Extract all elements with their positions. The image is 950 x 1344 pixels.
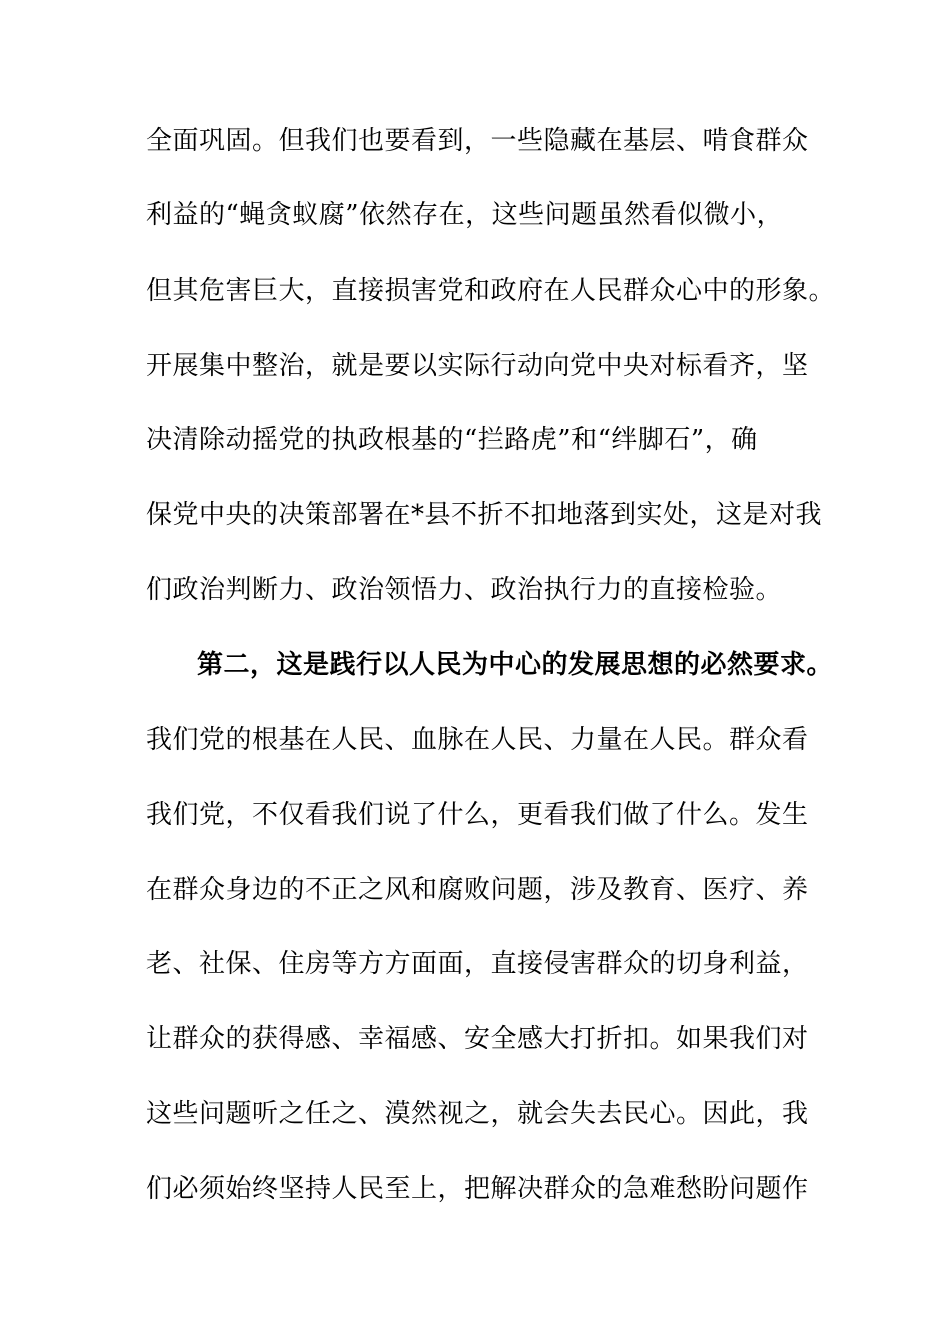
text-line: 全面巩固。但我们也要看到，一些隐藏在基层、啃食群众 <box>146 126 809 156</box>
section-heading: 第二，这是践行以人民为中心的发展思想的必然要求。 <box>197 650 834 680</box>
text-line: 在群众身边的不正之风和腐败问题，涉及教育、医疗、养 <box>146 875 809 905</box>
text-line: 让群众的获得感、幸福感、安全感大打折扣。如果我们对 <box>146 1024 809 1054</box>
text-line: 们必须始终坚持人民至上，把解决群众的急难愁盼问题作 <box>146 1174 809 1204</box>
text-line: 利益的“蝇贪蚁腐”依然存在，这些问题虽然看似微小， <box>146 200 784 230</box>
text-line: 决清除动摇党的执政根基的“拦路虎”和“绊脚石”，确 <box>146 425 758 455</box>
text-line: 老、社保、住房等方方面面，直接侵害群众的切身利益， <box>146 949 809 979</box>
text-line: 我们党的根基在人民、血脉在人民、力量在人民。群众看 <box>146 725 809 755</box>
text-line: 们政治判断力、政治领悟力、政治执行力的直接检验。 <box>146 575 783 605</box>
text-line: 这些问题听之任之、漠然视之，就会失去民心。因此，我 <box>146 1099 809 1129</box>
text-line: 保党中央的决策部署在*县不折不扣地落到实处，这是对我 <box>146 500 823 530</box>
text-line: 我们党，不仅看我们说了什么，更看我们做了什么。发生 <box>146 800 809 830</box>
text-line: 但其危害巨大，直接损害党和政府在人民群众心中的形象。 <box>146 276 836 306</box>
text-line: 开展集中整治，就是要以实际行动向党中央对标看齐，坚 <box>146 351 809 381</box>
